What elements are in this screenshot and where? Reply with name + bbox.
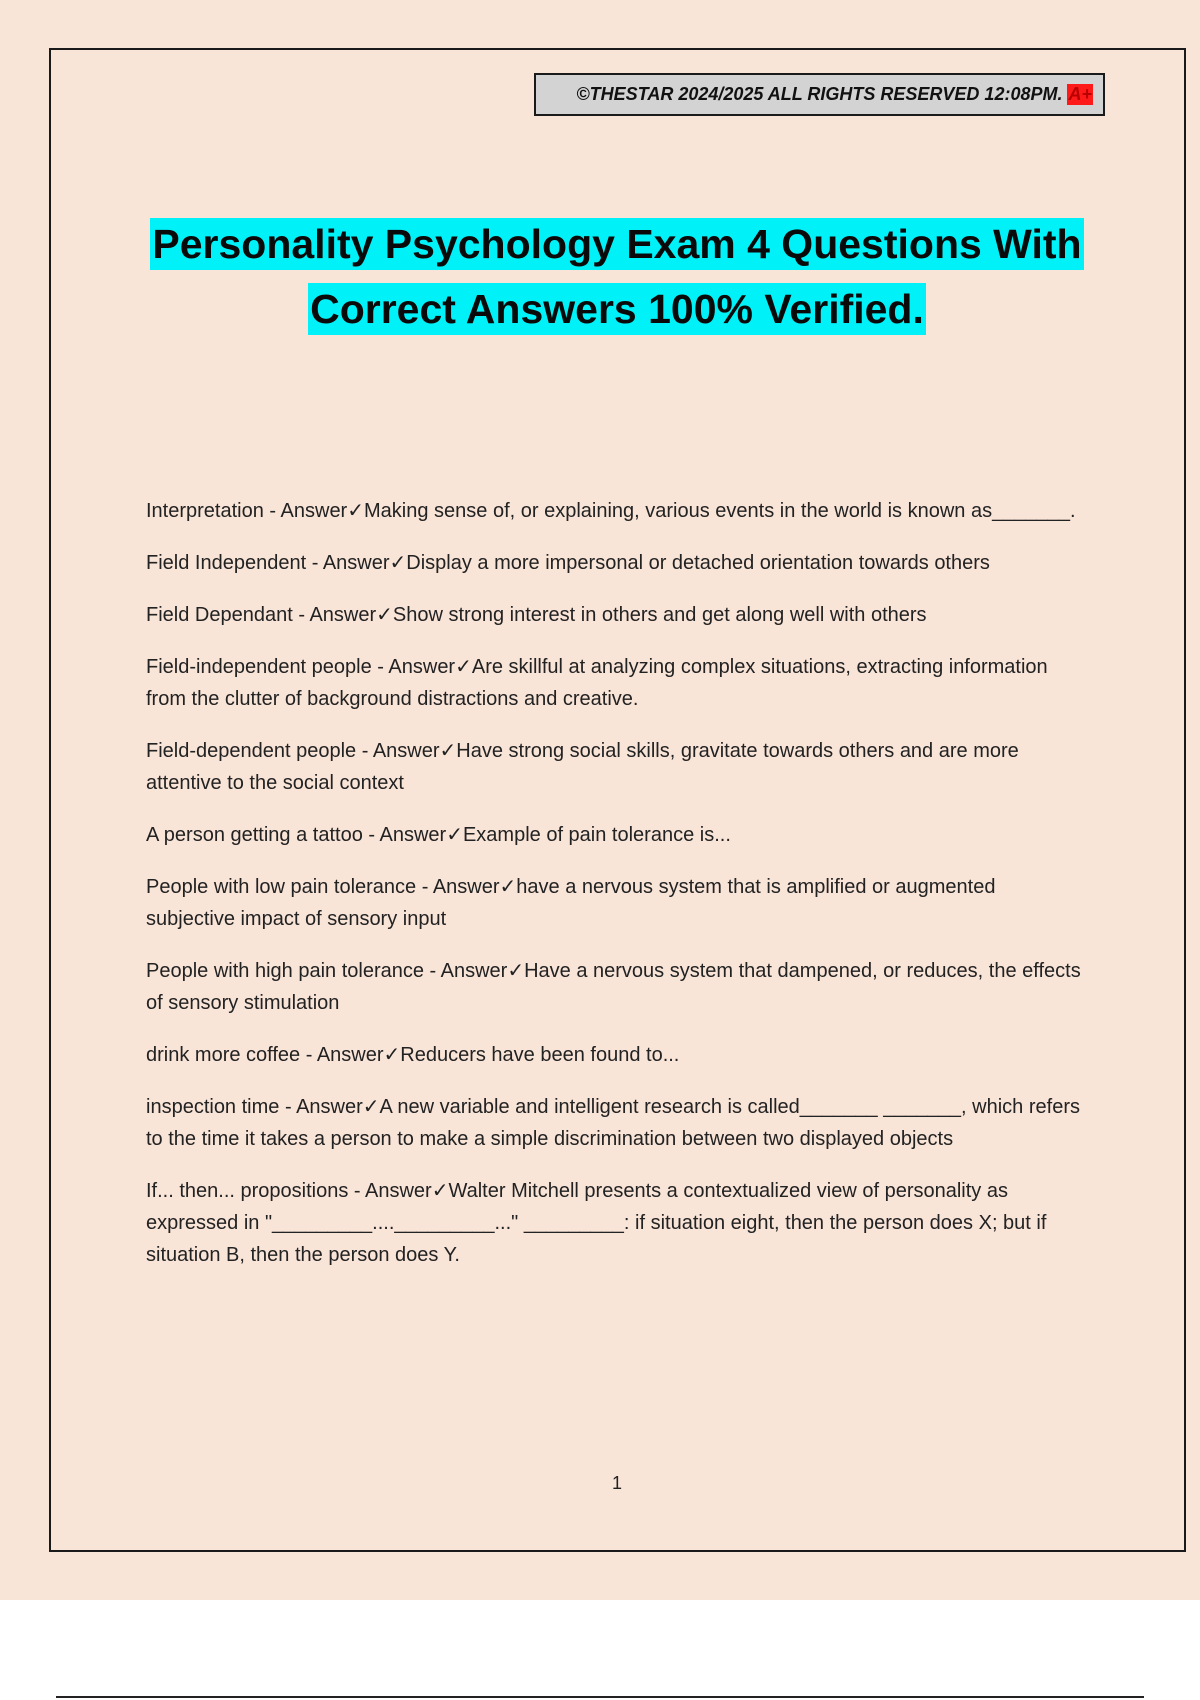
copyright-header — [534, 73, 1105, 116]
answer-marker: Answer✓ — [309, 604, 393, 626]
qa-answer: Are skillful at analyzing complex situations, extracting information from the clutter of background distractions and creative. — [146, 656, 1048, 710]
qa-term: inspection time — [146, 1096, 280, 1118]
page-number: 1 — [611, 1473, 622, 1493]
qa-item: A person getting a tattoo - Answer✓Example of pain tolerance is... — [146, 824, 731, 846]
qa-answer: Display a more impersonal or detached orientation towards others — [406, 552, 990, 574]
qa-item: Interpretation - Answer✓Making sense of, or explaining, various events in the world is known as_______. — [146, 500, 1076, 522]
qa-term: People with low pain tolerance — [146, 876, 417, 898]
document-title — [100, 212, 1134, 342]
qa-answer: Have a nervous system that dampened, or reduces, the effects of sensory stimulation — [146, 960, 1081, 1014]
qa-term: Field Dependant — [146, 604, 293, 626]
qa-answer: Have strong social skills, gravitate towards others and are more attentive to the social context — [146, 740, 1019, 794]
qa-item: Field Dependant - Answer✓Show strong interest in others and get along well with others — [146, 604, 927, 626]
answer-marker: Answer✓ — [440, 960, 525, 982]
qa-list — [146, 495, 1086, 1291]
qa-answer: Reducers have been found to... — [400, 1044, 680, 1066]
qa-item: If... then... propositions - Answer✓Walter Mitchell presents a contextualized view of personality as expressed in "_________...._________..." _________: if situation eight, then the person does X; but if situation B, then the person does Y. — [146, 1180, 1047, 1266]
answer-marker: Answer✓ — [379, 824, 463, 846]
qa-term: Field-dependent people — [146, 740, 357, 762]
answer-marker: Answer✓ — [296, 1096, 380, 1118]
qa-term: If... then... propositions — [146, 1180, 349, 1202]
qa-answer: Show strong interest in others and get along well with others — [392, 604, 927, 626]
qa-item: Field-independent people - Answer✓Are skillful at analyzing complex situations, extracting information from the clutter of background distractions and creative. — [146, 656, 1048, 710]
qa-item: Field-dependent people - Answer✓Have strong social skills, gravitate towards others and are more attentive to the social context — [146, 740, 1019, 794]
answer-marker: Answer✓ — [280, 500, 364, 522]
qa-item: Field Independent - Answer✓Display a more impersonal or detached orientation towards others — [146, 552, 990, 574]
answer-marker: Answer✓ — [372, 740, 457, 762]
qa-answer: Making sense of, or explaining, various events in the world is known as_______. — [363, 500, 1076, 522]
qa-term: People with high pain tolerance — [146, 960, 424, 982]
title-line-1: Personality Psychology Exam 4 Questions With — [150, 218, 1083, 270]
qa-item: inspection time - Answer✓A new variable and intelligent research is called_______ _______, which refers to the time it takes a person to make a simple discrimination between two displayed objects — [146, 1096, 1080, 1150]
bottom-divider — [56, 1696, 1144, 1698]
qa-item: drink more coffee - Answer✓Reducers have been found to... — [146, 1044, 680, 1066]
copyright-text: ©THESTAR 2024/2025 ALL RIGHTS RESERVED 12:08PM. — [576, 84, 1063, 104]
answer-marker: Answer✓ — [316, 1044, 401, 1066]
grade-badge: A+ — [1068, 84, 1092, 104]
qa-answer: Walter Mitchell presents a contextualized view of personality as expressed in "_________...._________..." _________: if situation eight, then the person does X; but if situation B, then the person does Y. — [146, 1180, 1047, 1266]
title-line-2: Correct Answers 100% Verified. — [308, 283, 926, 335]
qa-term: drink more coffee — [146, 1044, 301, 1066]
answer-marker: Answer✓ — [322, 552, 407, 574]
qa-answer: have a nervous system that is amplified or augmented subjective impact of sensory input — [146, 876, 996, 930]
answer-marker: Answer✓ — [388, 656, 472, 678]
qa-term: Field Independent — [146, 552, 307, 574]
qa-answer: A new variable and intelligent research is called_______ _______, which refers to the time it takes a person to make a simple discrimination between two displayed objects — [146, 1096, 1080, 1150]
answer-marker: Answer✓ — [432, 876, 517, 898]
qa-term: A person getting a tattoo — [146, 824, 363, 846]
qa-term: Interpretation — [146, 500, 264, 522]
answer-marker: Answer✓ — [365, 1180, 449, 1202]
qa-term: Field-independent people — [146, 656, 372, 678]
qa-answer: Example of pain tolerance is... — [462, 824, 731, 846]
qa-item: People with high pain tolerance - Answer✓Have a nervous system that dampened, or reduces, the effects of sensory stimulation — [146, 960, 1081, 1014]
qa-item: People with low pain tolerance - Answer✓have a nervous system that is amplified or augmented subjective impact of sensory input — [146, 876, 996, 930]
